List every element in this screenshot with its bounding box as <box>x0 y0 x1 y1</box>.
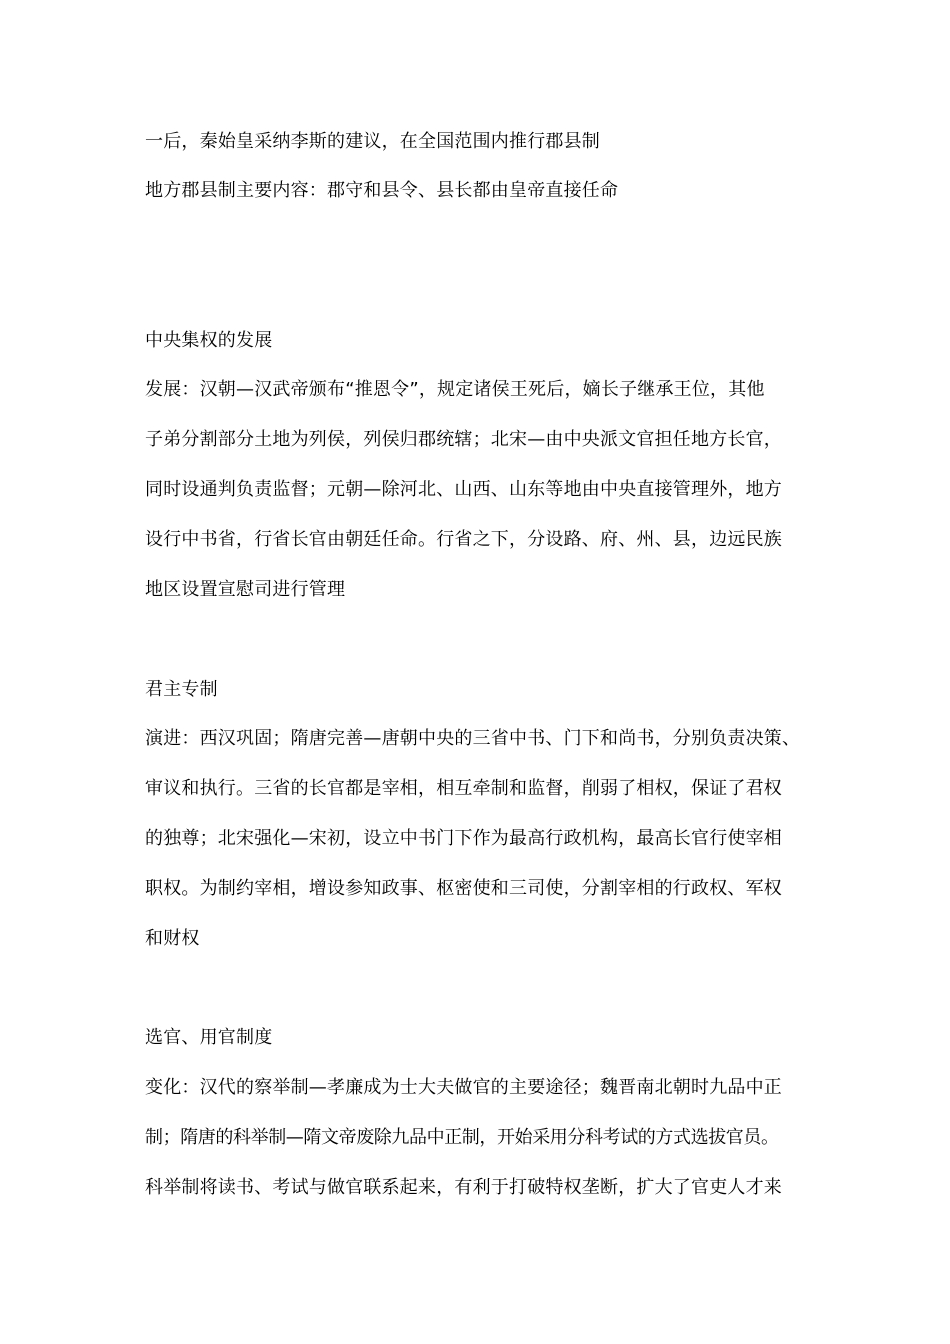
intro-line-2: 地方郡县制主要内容：郡守和县令、县长都由皇帝直接任命 <box>145 180 619 201</box>
officials-line-3: 科举制将读书、考试与做官联系起来，有利于打破特权垄断，扩大了官吏人才来 <box>145 1177 782 1198</box>
centralization-line-1: 发展：汉朝—汉武帝颁布“推恩令”，规定诸侯王死后，嫡长子继承王位，其他 <box>145 379 765 400</box>
section-heading-autocracy: 君主专制 <box>145 679 218 700</box>
autocracy-line-1: 演进：西汉巩固；隋唐完善—唐朝中央的三省中书、门下和尚书，分别负责决策、 <box>145 728 801 749</box>
centralization-line-2: 子弟分割部分土地为列侯，列侯归郡统辖；北宋—由中央派文官担任地方长官， <box>145 429 782 450</box>
intro-line-1: 一后，秦始皇采纳李斯的建议，在全国范围内推行郡县制 <box>145 131 600 152</box>
autocracy-line-4: 职权。为制约宰相，增设参知政事、枢密使和三司使，分割宰相的行政权、军权 <box>145 878 782 899</box>
officials-line-1: 变化：汉代的察举制—孝廉成为士大夫做官的主要途径；魏晋南北朝时九品中正 <box>145 1077 782 1098</box>
officials-line-2: 制；隋唐的科举制—隋文帝废除九品中正制，开始采用分科考试的方式选拔官员。 <box>145 1127 779 1148</box>
autocracy-line-2: 审议和执行。三省的长官都是宰相，相互牵制和监督，削弱了相权，保证了君权 <box>145 778 782 799</box>
centralization-line-4: 设行中书省，行省长官由朝廷任命。行省之下，分设路、府、州、县，边远民族 <box>145 529 782 550</box>
section-heading-centralization: 中央集权的发展 <box>145 330 273 351</box>
autocracy-line-3: 的独尊；北宋强化—宋初，设立中书门下作为最高行政机构，最高长官行使宰相 <box>145 828 782 849</box>
autocracy-line-5: 和财权 <box>145 928 200 949</box>
centralization-line-3: 同时设通判负责监督；元朝—除河北、山西、山东等地由中央直接管理外，地方 <box>145 479 782 500</box>
centralization-line-5: 地区设置宣慰司进行管理 <box>145 579 346 600</box>
section-heading-officials: 选官、用官制度 <box>145 1027 273 1048</box>
